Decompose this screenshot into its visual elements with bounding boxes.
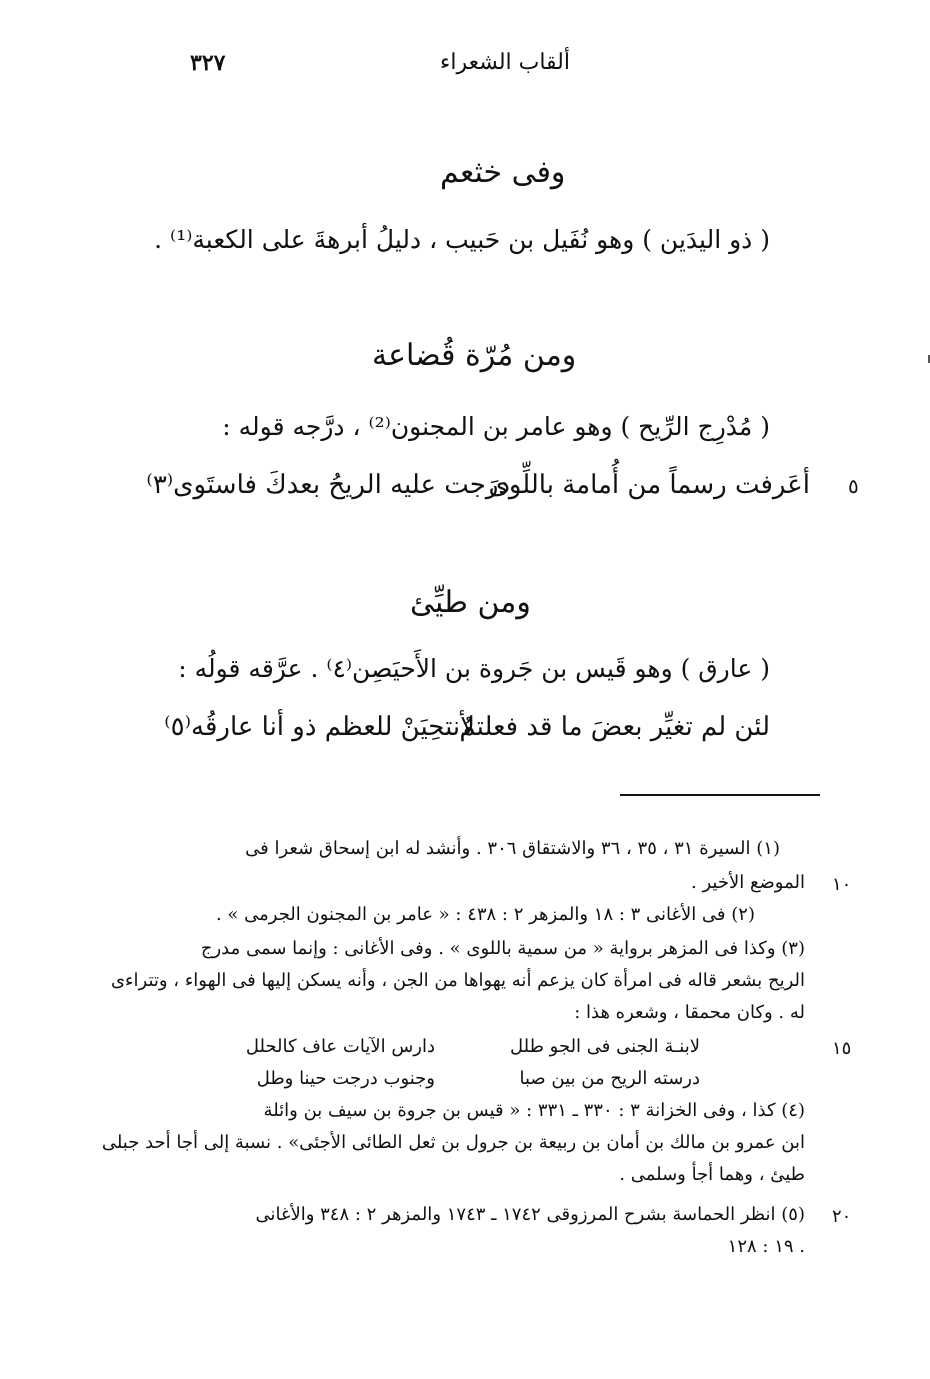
- page-number: ٣٢٧: [190, 50, 226, 76]
- footnote-4-cont: ابن عمرو بن مالك بن أمان بن ربيعة بن جرول بن ثعل الطائى الأجئى» . نسبة إلى أجا أحد جبلى: [101, 1132, 805, 1153]
- quoted-poem-hemistich: لابنـة الجنى فى الجو طلل: [510, 1036, 700, 1057]
- footnote-3: (٣) وكذا فى المزهر برواية « من سمية باللوى » . وفى الأغانى : وإنما سمى مدرج: [200, 938, 805, 959]
- quoted-poem-hemistich: دارس الآيات عاف كالحلل: [245, 1036, 435, 1057]
- footnote-4: (٤) كذا ، وفى الخزانة ٣ : ٣٣٠ ـ ٣٣١ : « قيس بن جروة بن سيف بن وائلة: [263, 1100, 805, 1121]
- entry-text: ( ذو اليدَين ) وهو نُفَيل بن حَبيب ، دليلُ أبرهةَ على الكعبة⁽¹⁾ .: [154, 225, 770, 254]
- verse-first-hemistich: لئن لم تغيِّر بعضَ ما قد فعلتمُ: [459, 712, 770, 742]
- footnote-2: (٢) فى الأغانى ٣ : ١٨ والمزهر ٢ : ٤٣٨ : « عامر بن المجنون الجرمى » .: [215, 904, 755, 925]
- footnote-5: (٥) انظر الحماسة بشرح المرزوقى ١٧٤٢ ـ ١٧٤٣ والمزهر ٢ : ٣٤٨ والأغانى: [255, 1204, 805, 1225]
- footnote-3-cont: الريح بشعر قاله فى امرأة كان يزعم أنه يهواها من الجن ، وأنه يسكن إليها فى الهواء ، وتتراءى: [110, 970, 805, 991]
- footnote-4-cont: طيئ ، وهما أجأ وسلمى .: [619, 1164, 805, 1185]
- entry-text: ( مُدْرِج الرِّيح ) وهو عامر بن المجنون⁽²⁾ ، درَّجه قوله :: [222, 412, 770, 441]
- section-heading: ومن مُرّة قُضاعة: [372, 338, 577, 373]
- footnote-separator: [620, 794, 820, 796]
- section-heading: وفى خثعم: [440, 155, 566, 190]
- entry-text: ( عارق ) وهو قَيس بن جَروة بن الأَحيَصِن⁽٤⁾ . عرَّقه قولُه :: [178, 654, 770, 683]
- footnote-1-cont: الموضع الأخير .: [691, 872, 805, 893]
- section-heading: ومن طيِّئ: [410, 585, 531, 620]
- footnote-3-cont: له . وكان محمقا ، وشعره هذا :: [574, 1002, 805, 1023]
- running-title: ألقاب الشعراء: [440, 50, 571, 75]
- verse-first-hemistich: أعَرفت رسماً من أُمامة باللِّوى: [488, 470, 810, 500]
- line-number: ١٥: [832, 1038, 852, 1059]
- line-number: ٢٠: [832, 1206, 852, 1227]
- verse-line-marker: ٥: [848, 474, 859, 498]
- verse-second-hemistich: درَجت عليه الريحُ بعدكَ فاستَوى⁽٣⁾: [146, 470, 510, 500]
- footnote-5-cont: ١٩ : ١٢٨ .: [727, 1236, 805, 1257]
- quoted-poem-hemistich: درسته الريح من بين صبا: [519, 1068, 700, 1089]
- line-number: ١٠: [832, 874, 852, 895]
- verse-second-hemistich: لأنتحِيَنْ للعظم ذو أنا عارقُه⁽٥⁾: [164, 712, 475, 742]
- quoted-poem-hemistich: وجنوب درجت حينا وطل: [256, 1068, 435, 1089]
- footnote-1: (١) السيرة ٣١ ، ٣٥ ، ٣٦ والاشتقاق ٣٠٦ . وأنشد له ابن إسحاق شعرا فى: [245, 838, 780, 859]
